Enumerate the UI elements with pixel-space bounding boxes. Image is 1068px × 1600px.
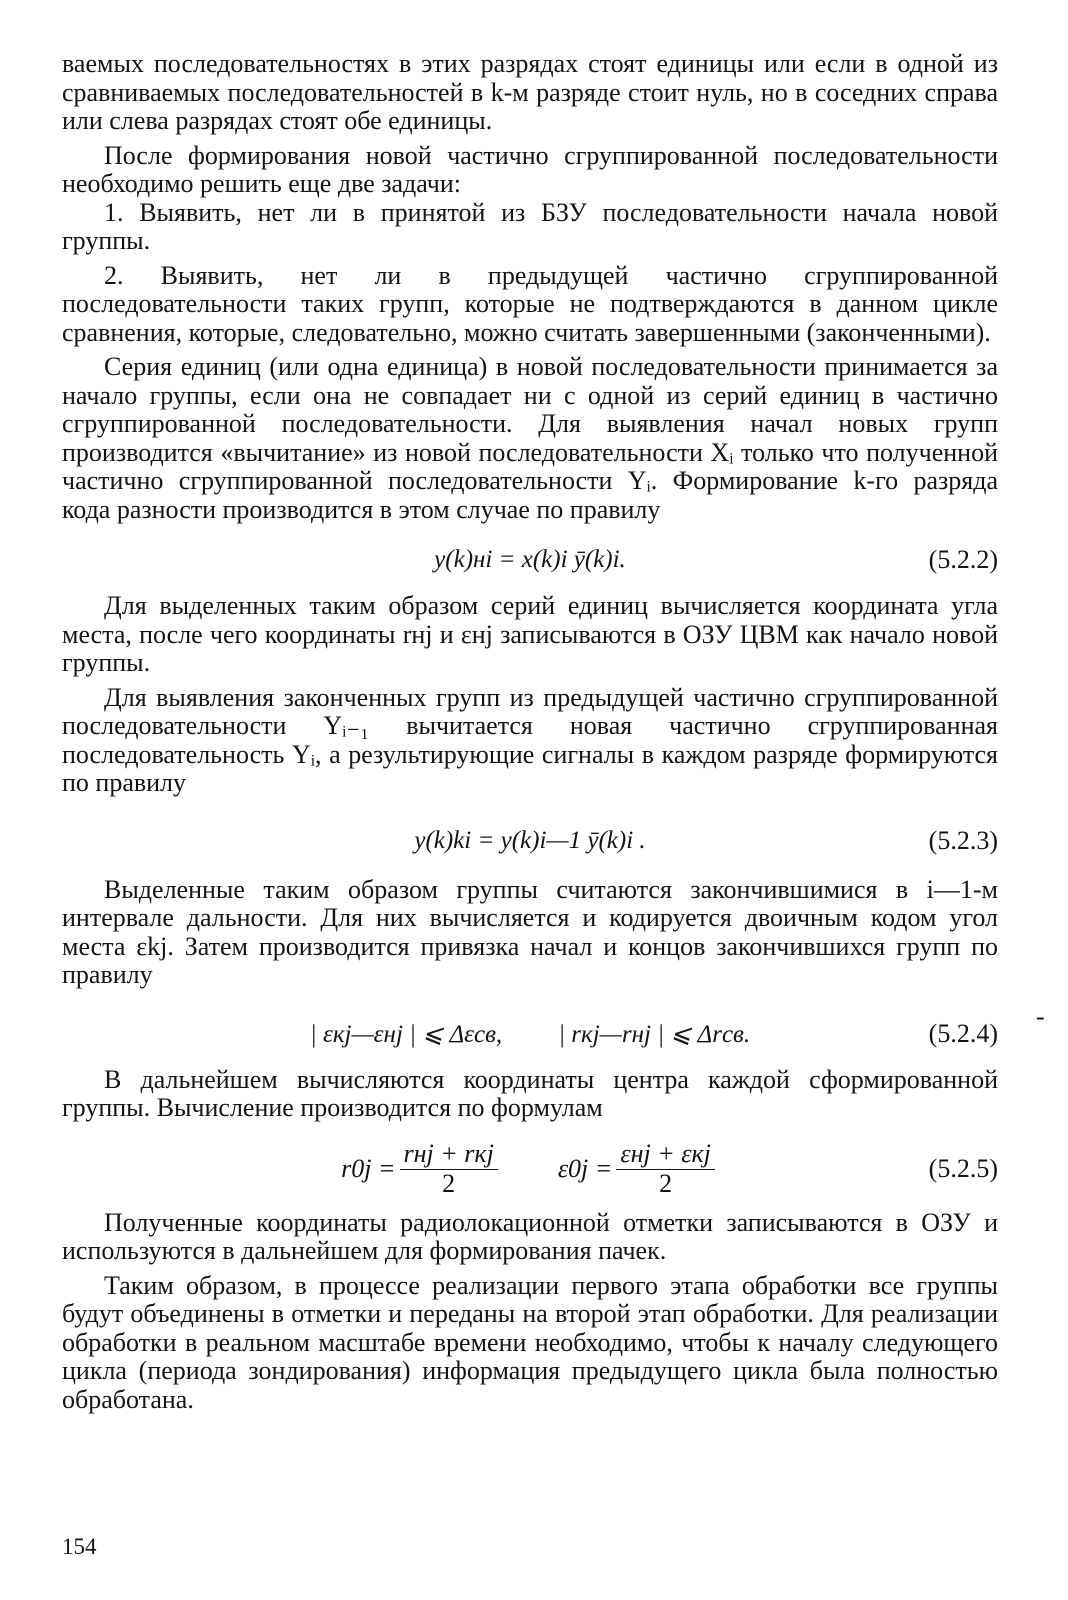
equation-5-2-5-lhs-r: r0j = [341, 1153, 396, 1183]
equation-5-2-3-number: (5.2.3) [928, 825, 998, 855]
paragraph-binding-rule: Выделенные таким образом группы считаются закончившимися в i—1-м интервале дальности. Для них вычисляется и кодируется двоичным кодом угол места εkj. Затем производится привязка начал и концов закончившихся групп по правилу [62, 874, 998, 989]
equation-5-2-3 [62, 812, 998, 870]
fraction-eps0j-numerator: εнj + εкj [616, 1140, 715, 1170]
paragraph-task-1: 1. Выявить, нет ли в принятой из БЗУ последовательности начала новой группы. [62, 197, 998, 255]
equation-5-2-4-part-2: | rкj—rнj | ⩽ Δrсв. [558, 1020, 751, 1048]
equation-5-2-2-expression: y(k)нi = x(k)i ȳ(k)i. [434, 546, 626, 573]
paragraph-radar-mark: Полученные координаты радиолокационной отметки записываются в ОЗУ и используются в дальнейшем для формирования пачек. [62, 1207, 998, 1265]
paragraph-series-start: Серия единиц (или одна единица) в новой последовательности принимается за начало группы, если она не совпадает ни с одной из серий единиц в частично сгруппированной последовательности. Для выявления начал новых групп производится «вычитание» из новой последовательности Xᵢ только что полученной частично сгруппированной последовательности Yᵢ. Формирование k-го разряда кода разности производится в этом случае по правилу [62, 352, 998, 524]
paragraph-new-group-coordinates: Для выделенных таким образом серий единиц вычисляется координата угла места, после чего координаты rнj и εнj записываются в ОЗУ ЦВМ как начало новой группы. [62, 591, 998, 677]
paragraph-center-coordinates: В дальнейшем вычисляются координаты центра каждой сформированной группы. Вычисление производится по формулам [62, 1064, 998, 1122]
fraction-eps0j-denominator: 2 [659, 1168, 673, 1198]
fraction-r0j-numerator: rнj + rкj [400, 1140, 498, 1170]
equation-5-2-3-expression: y(k)ki = y(k)i—1 ȳ(k)i . [414, 826, 646, 854]
paragraph-continuation: ваемых последовательностях в этих разрядах стоят единицы или если в одной из сравниваемых последовательностей в k-м разряде стоит нуль, но в соседних справа или слева разрядах стоят обе единицы. [62, 49, 998, 135]
fraction-r0j [400, 1140, 498, 1198]
page-number: 154 [62, 1534, 97, 1559]
paragraph-finished-groups: Для выявления законченных групп из предыдущей частично сгруппированной последовательности Yᵢ₋₁ вычитается новая частично сгруппированная последовательность Yᵢ, а результирующие сигналы в каждом разряде формируются по правилу [62, 682, 998, 797]
equation-5-2-5-lhs-eps: ε0j = [557, 1153, 613, 1183]
equation-5-2-5-number: (5.2.5) [928, 1153, 998, 1183]
equation-5-2-4-number: (5.2.4) [928, 1018, 998, 1048]
equation-5-2-2 [62, 534, 998, 586]
paragraph-task-2: 2. Выявить, нет ли в предыдущей частично сгруппированной последовательности таких групп, которые не подтверждаются в данном цикле сравнения, которые, следовательно, можно считать завершенными (законченными). [62, 260, 998, 347]
equation-5-2-2-number: (5.2.2) [928, 545, 998, 574]
margin-mark: - [1036, 1002, 1045, 1031]
equation-5-2-4 [62, 1008, 998, 1060]
equation-5-2-4-part-1: | εкj—εнj | ⩽ Δεсв, [309, 1020, 503, 1048]
fraction-eps0j [616, 1140, 715, 1198]
fraction-r0j-denominator: 2 [442, 1168, 456, 1198]
equation-5-2-5 [62, 1135, 998, 1203]
paragraph-conclusion: Таким образом, в процессе реализации первого этапа обработки все группы будут объединены в отметки и переданы на второй этап обработки. Для реализации обработки в реальном масштабе времени необходимо, чтобы к началу следующего цикла (периода зондирования) информация предыдущего цикла была полностью обработана. [62, 1270, 998, 1414]
book-page [62, 50, 998, 1414]
paragraph-tasks-intro: После формирования новой частично сгруппированной последовательности необходимо решить еще две задачи: [62, 140, 998, 198]
